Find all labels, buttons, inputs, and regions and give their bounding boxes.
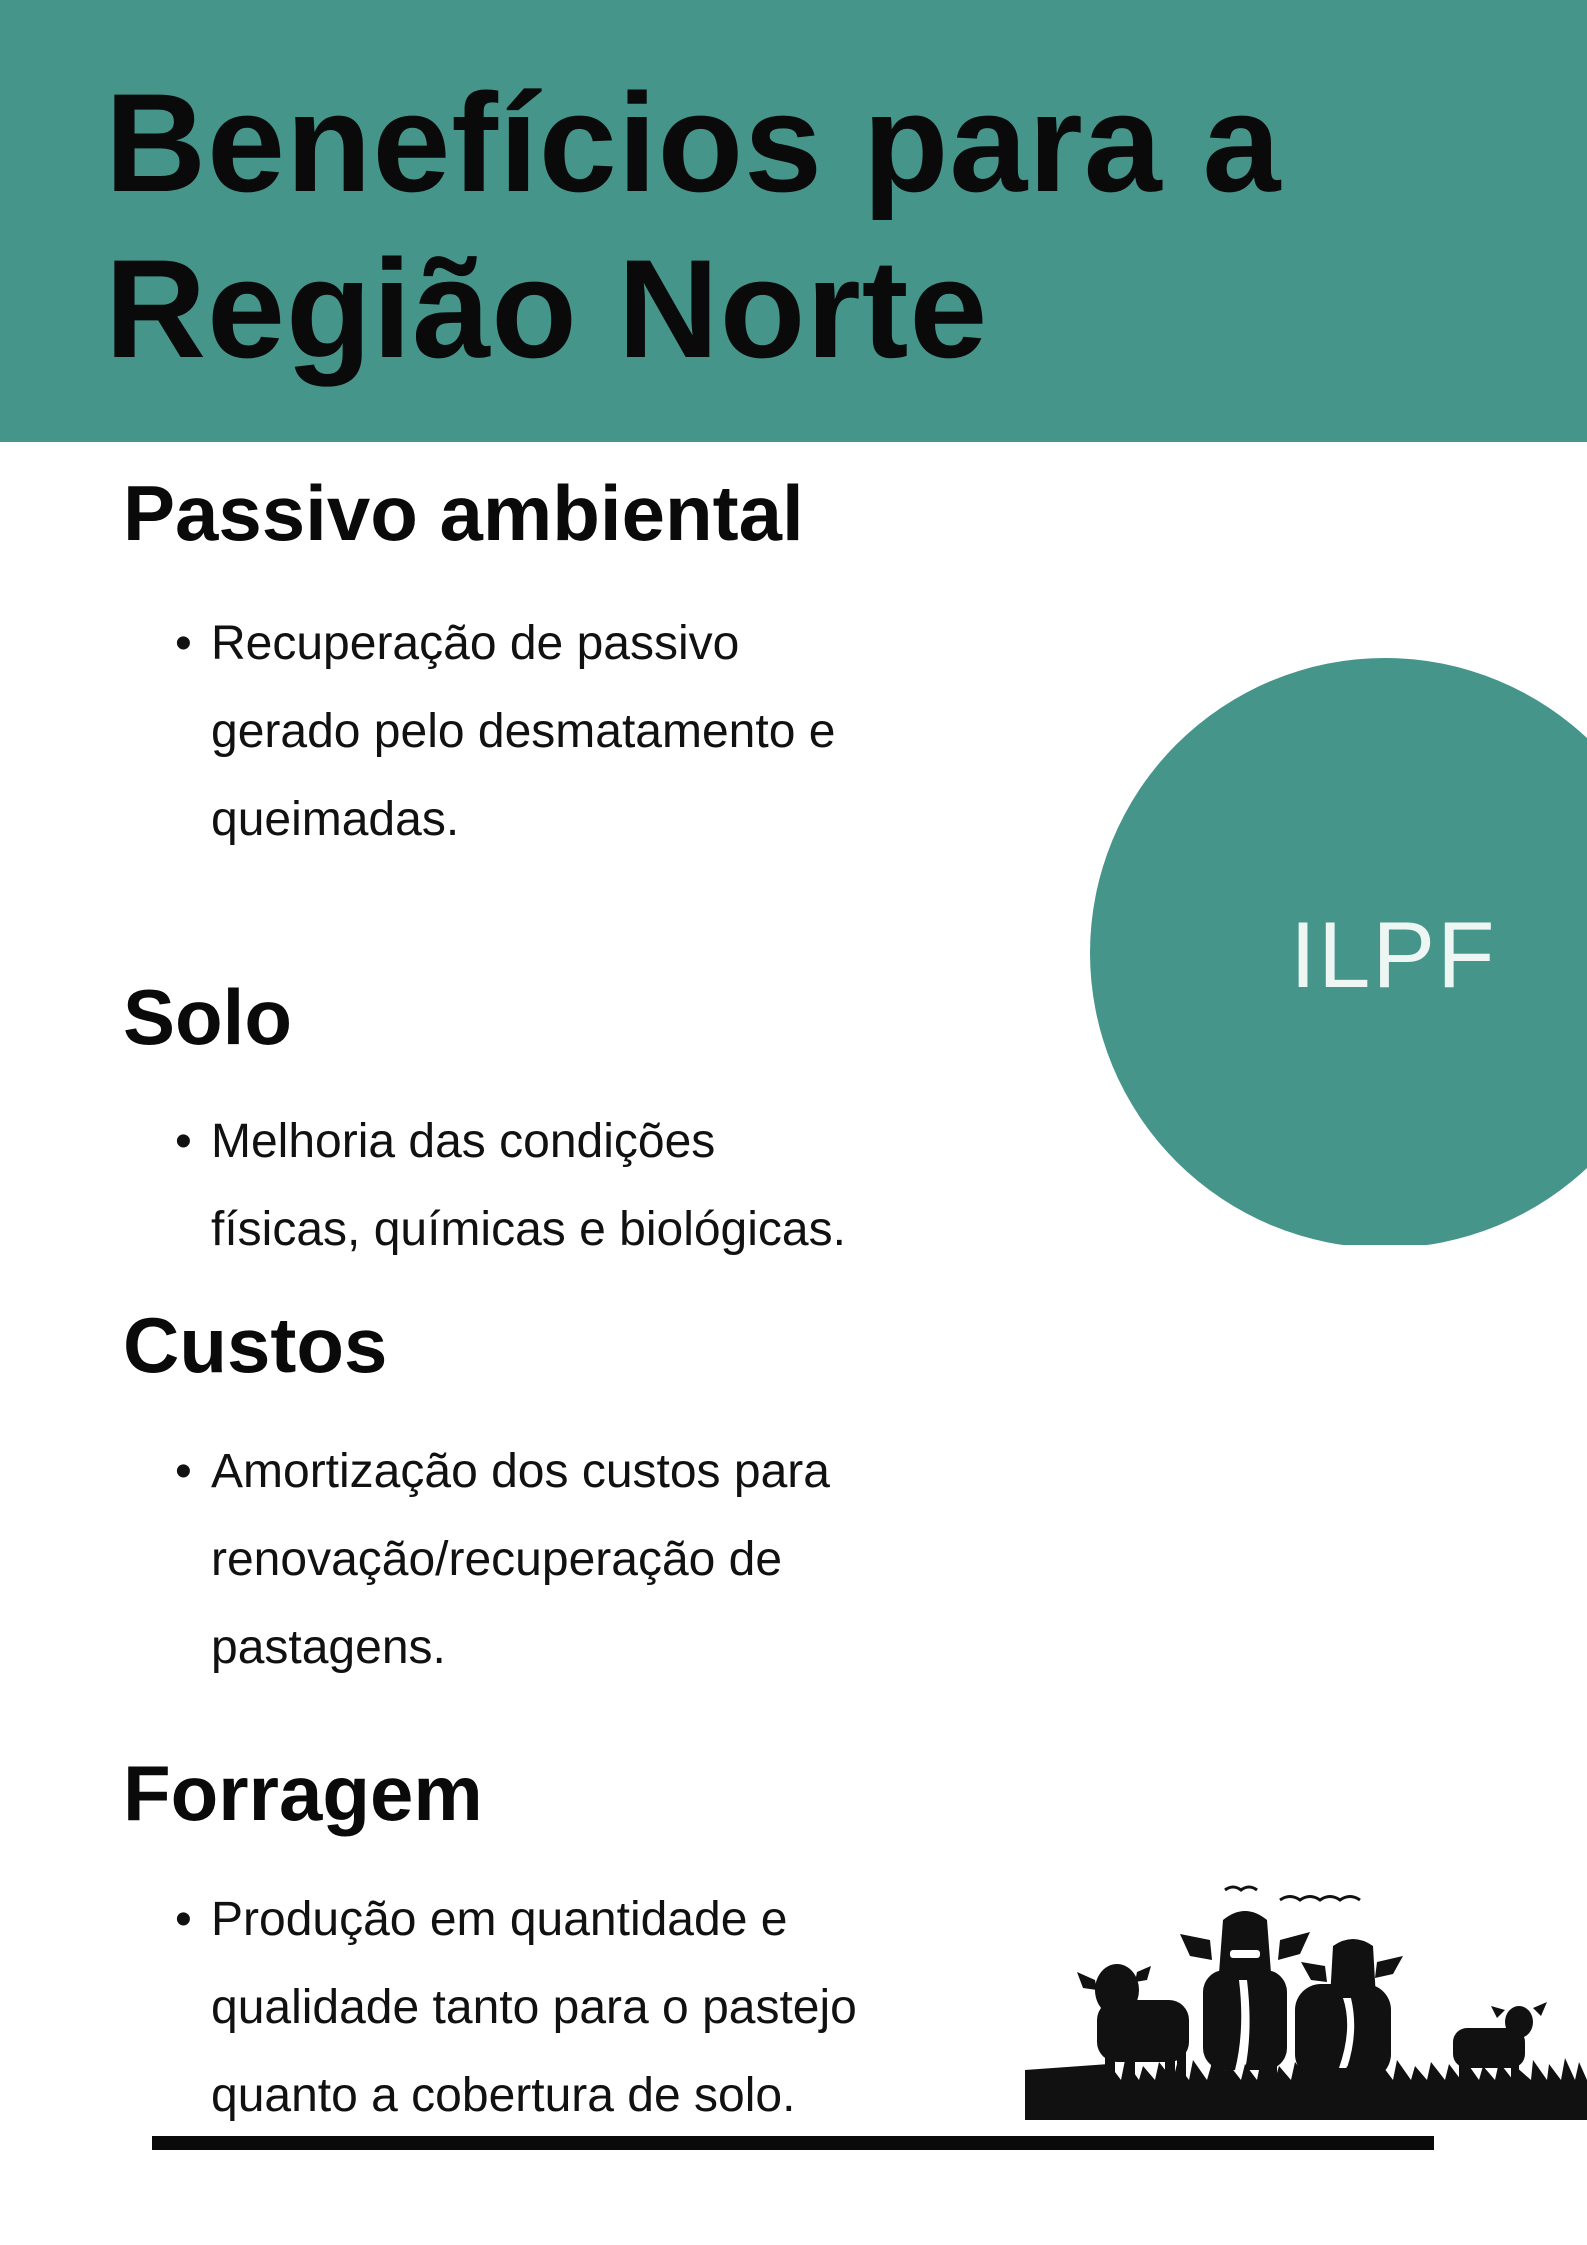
bullet-list	[123, 1098, 983, 1274]
section-heading: Forragem	[123, 1749, 483, 1837]
list-item-line: físicas, químicas e biológicas.	[211, 1203, 846, 1256]
list-item-line: Recuperação de passivo	[211, 617, 740, 670]
bullet-list	[123, 1428, 983, 1692]
list-item	[123, 1428, 983, 1692]
bullet-icon: •	[175, 617, 192, 670]
bullet-list	[123, 600, 983, 864]
page-title-line-1: Benefícios para a	[105, 64, 1282, 221]
bullet-list	[123, 1876, 983, 2140]
section-forragem	[123, 1748, 983, 2140]
bullet-icon: •	[175, 1893, 192, 1946]
list-item-line: quanto a cobertura de solo.	[211, 2069, 796, 2122]
list-item-line: renovação/recuperação de	[211, 1533, 783, 1586]
bottom-divider	[152, 2136, 1434, 2150]
section-heading: Solo	[123, 973, 292, 1061]
list-item-line: pastagens.	[211, 1621, 446, 1674]
list-item-line: Produção em quantidade e	[211, 1893, 788, 1946]
section-custos	[123, 1300, 983, 1692]
list-item	[123, 600, 983, 864]
ilpf-badge-label: ILPF	[1290, 902, 1497, 1007]
section-heading: Passivo ambiental	[123, 469, 804, 557]
cattle-herd-icon	[1025, 1880, 1587, 2120]
section-heading: Custos	[123, 1301, 388, 1389]
list-item-line: queimadas.	[211, 793, 460, 846]
bullet-icon: •	[175, 1445, 192, 1498]
list-item	[123, 1876, 983, 2140]
list-item	[123, 1098, 983, 1274]
section-passivo-ambiental	[123, 468, 983, 864]
bullet-icon: •	[175, 1115, 192, 1168]
list-item-line: gerado pelo desmatamento e	[211, 705, 836, 758]
page-title-line-2: Região Norte	[105, 230, 989, 387]
section-solo	[123, 972, 983, 1274]
list-item-line: Amortização dos custos para	[211, 1445, 830, 1498]
list-item-line: Melhoria das condições	[211, 1115, 716, 1168]
list-item-line: qualidade tanto para o pastejo	[211, 1981, 857, 2034]
